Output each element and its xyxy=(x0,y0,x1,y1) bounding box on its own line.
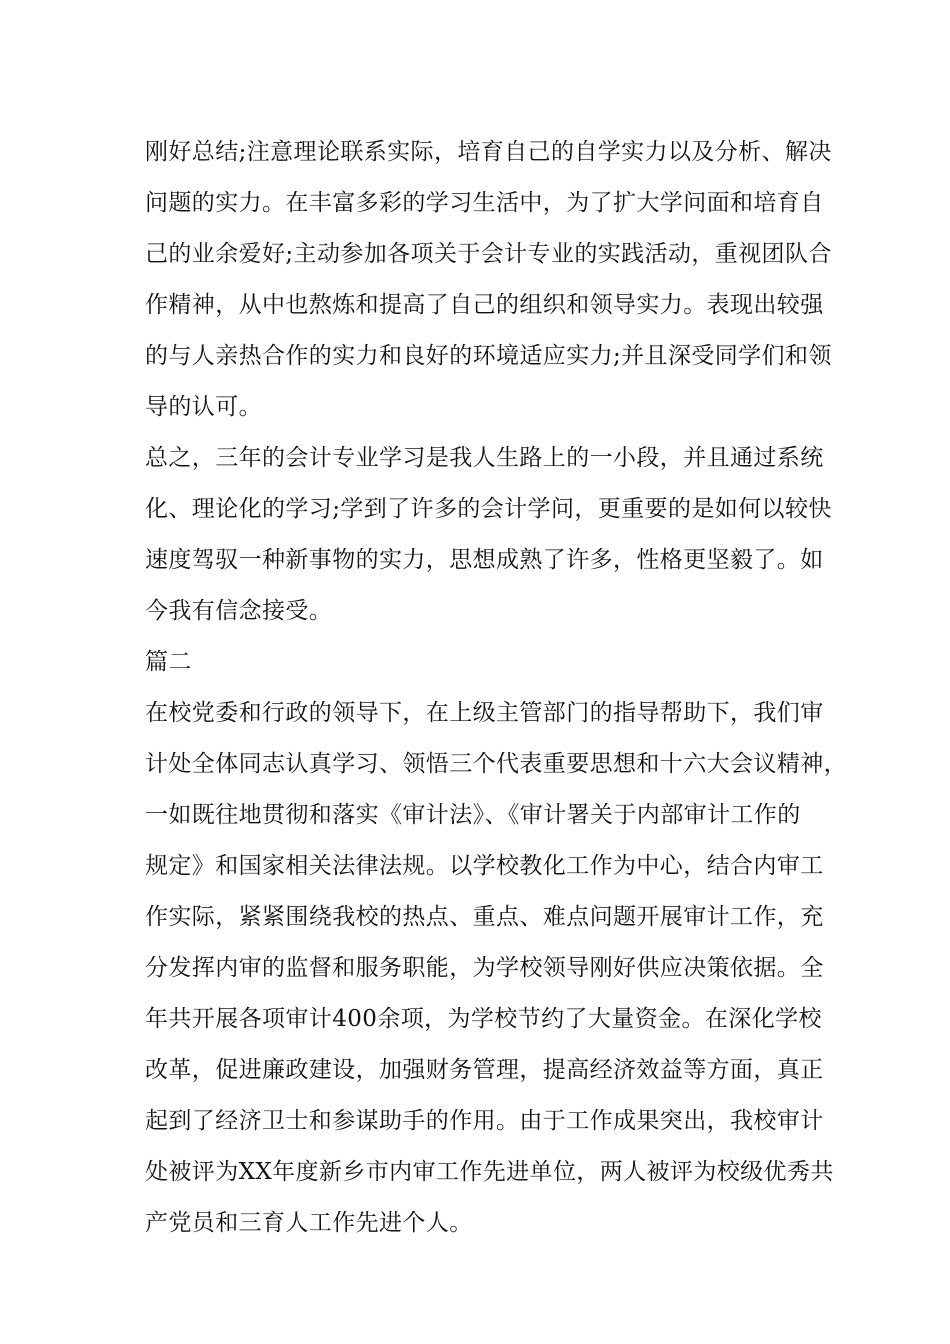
text-line: 年共开展各项审计400余项，为学校节约了大量资金。在深化学校 xyxy=(145,1006,822,1032)
text-line: 在校党委和行政的领导下，在上级主管部门的指导帮助下，我们审 xyxy=(145,700,824,726)
text-line: 计处全体同志认真学习、领悟三个代表重要思想和十六大会议精神， xyxy=(145,751,847,777)
text-line: 分发挥内审的监督和服务职能，为学校领导刚好供应决策依据。全 xyxy=(145,955,824,981)
document-body xyxy=(145,127,847,1249)
text-line: 一如既往地贯彻和落实《审计法》、《审计署关于内部审计工作的 xyxy=(145,802,801,828)
text-line: 处被评为XX年度新乡市内审工作先进单位，两人被评为校级优秀共 xyxy=(145,1159,834,1185)
text-line: 问题的实力。在丰富多彩的学习生活中，为了扩大学问面和培育自 xyxy=(145,190,824,216)
text-line: 己的业余爱好;主动参加各项关于会计专业的实践活动，重视团队合 xyxy=(145,241,832,267)
text-line: 化、理论化的学习;学到了许多的会计学问，更重要的是如何以较快 xyxy=(145,496,832,522)
text-line: 作实际，紧紧围绕我校的热点、重点、难点问题开展审计工作，充 xyxy=(145,904,824,930)
text-line: 的与人亲热合作的实力和良好的环境适应实力;并且深受同学们和领 xyxy=(145,343,832,369)
section-heading: 篇二 xyxy=(145,649,192,675)
text-line: 作精神，从中也熬炼和提高了自己的组织和领导实力。表现出较强 xyxy=(145,292,824,318)
text-line: 起到了经济卫士和参谋助手的作用。由于工作成果突出，我校审计 xyxy=(145,1108,824,1134)
text-line: 速度驾驭一种新事物的实力，思想成熟了许多，性格更坚毅了。如 xyxy=(145,547,824,573)
text-line: 改革，促进廉政建设，加强财务管理，提高经济效益等方面，真正 xyxy=(145,1057,824,1083)
text-line: 总之，三年的会计专业学习是我人生路上的一小段，并且通过系统 xyxy=(145,445,824,471)
text-line: 刚好总结;注意理论联系实际，培育自己的自学实力以及分析、解决 xyxy=(145,139,832,165)
text-line: 导的认可。 xyxy=(145,394,262,420)
text-line: 今我有信念接受。 xyxy=(145,598,333,624)
text-line: 产党员和三育人工作先进个人。 xyxy=(145,1210,473,1236)
text-line: 规定》和国家相关法律法规。以学校教化工作为中心，结合内审工 xyxy=(145,853,824,879)
